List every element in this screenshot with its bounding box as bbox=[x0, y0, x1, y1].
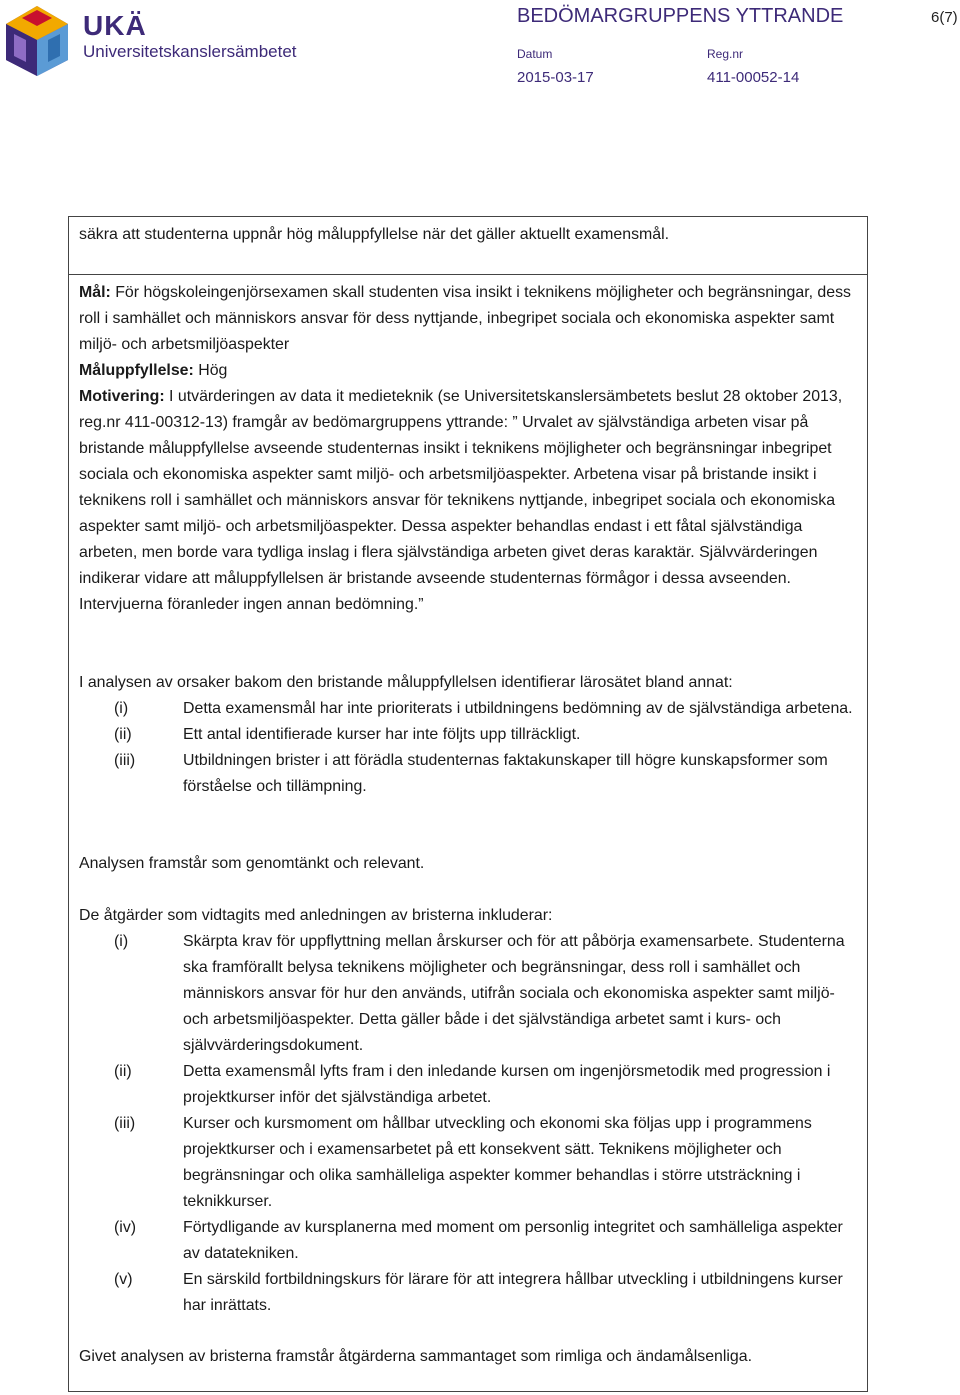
list-item bbox=[69, 1267, 861, 1319]
page-number: 6(7) bbox=[931, 9, 958, 26]
motivation-text: I utvärderingen av data it medieteknik (se Universitetskanslersämbetets beslut 28 oktober 2013, reg.nr 411-00312-13) framgår av bedömargruppens yttrande: ” Urvalet av självständiga arbeten visar på bristande måluppfyllelse avseende studenternas insikt i teknikens möjligheter och begränsningar inbegripet sociala och ekonomiska aspekter samt miljö- och arbetsmiljöaspekter. Arbetena visar på bristande insikt i teknikens roll i samhället och människors ansvar för teknikens nyttjande, inbegripet sociala och ekonomiska aspekter samt miljö- och arbetsmiljöaspekter. Dessa aspekter behandlas endast i ett fåtal självständiga arbeten, men borde vara tydliga inslag i flera självständiga arbeten givet deras karaktär. Självvärderingen indikerar vidare att måluppfyllelsen är bristande avseende studenternas förmågor i dessa avseenden. Intervjuerna föranleder ingen annan bedömning.” bbox=[79, 388, 843, 613]
goal-text: För högskoleingenjörsexamen skall studenten visa insikt i teknikens möjligheter och begränsningar, dess roll i samhället och människors ansvar för dess nyttjande, inbegripet sociala och ekonomiska aspekter samt miljö- och arbetsmiljöaspekter bbox=[79, 284, 851, 353]
list-item bbox=[69, 1111, 861, 1215]
list-item bbox=[69, 722, 861, 748]
list-marker: (ii) bbox=[114, 726, 132, 743]
motivation-label: Motivering: bbox=[79, 388, 165, 405]
list-marker: (ii) bbox=[114, 1063, 132, 1080]
list-item-text: Förtydligande av kursplanerna med moment om personlig integritet och samhälleliga aspekter av datatekniken. bbox=[183, 1219, 843, 1262]
date-value: 2015-03-17 bbox=[517, 69, 594, 86]
document-title: BEDÖMARGRUPPENS YTTRANDE bbox=[517, 5, 844, 27]
regnr-value: 411-00052-14 bbox=[707, 69, 800, 86]
list-marker: (iv) bbox=[114, 1219, 137, 1236]
list-marker: (iii) bbox=[114, 752, 136, 769]
continued-sentence: säkra att studenterna uppnår hög måluppfyllelse när det gäller aktuellt examensmål. bbox=[79, 226, 670, 243]
list-marker: (iii) bbox=[114, 1115, 136, 1132]
list-item-text: En särskild fortbildningskurs för lärare för att integrera hållbar utveckling i utbildningens kurser har inrättats. bbox=[183, 1271, 843, 1314]
goal-label: Mål: bbox=[79, 284, 111, 301]
date-label: Datum bbox=[517, 47, 553, 61]
goal-section bbox=[79, 280, 861, 618]
regnr-label: Reg.nr bbox=[707, 47, 744, 61]
measures-list bbox=[69, 929, 861, 1319]
list-item bbox=[69, 1215, 861, 1267]
causes-list bbox=[69, 696, 861, 800]
brand-abbreviation: UKÄ bbox=[83, 10, 147, 41]
fulfillment-label: Måluppfyllelse: bbox=[79, 362, 194, 379]
uka-logo-icon bbox=[4, 4, 70, 78]
divider bbox=[69, 274, 867, 275]
list-item-text: Detta examensmål lyfts fram i den inledande kursen om ingenjörsmetodik med progression i projektkurser inför det självständiga arbetet. bbox=[183, 1063, 831, 1106]
analysis-intro: I analysen av orsaker bakom den bristande måluppfyllelsen identifierar lärosätet bland annat: bbox=[79, 674, 733, 691]
list-marker: (v) bbox=[114, 1271, 133, 1288]
list-marker: (i) bbox=[114, 933, 129, 950]
brand-name: Universitetskanslersämbetet bbox=[83, 42, 297, 61]
fulfillment-value: Hög bbox=[193, 362, 228, 379]
list-marker: (i) bbox=[114, 700, 129, 717]
list-item-text: Utbildningen brister i att förädla studenternas faktakunskaper till högre kunskapsformer som förståelse och tillämpning. bbox=[183, 752, 828, 795]
list-item bbox=[69, 748, 861, 800]
list-item bbox=[69, 1059, 861, 1111]
analysis-verdict: Analysen framstår som genomtänkt och relevant. bbox=[79, 855, 425, 872]
list-item-text: Ett antal identifierade kurser har inte följts upp tillräckligt. bbox=[183, 726, 581, 743]
list-item-text: Detta examensmål har inte prioriterats i utbildningens bedömning av de självständiga arbetena. bbox=[183, 700, 853, 717]
measures-intro: De åtgärder som vidtagits med anledningen av bristerna inkluderar: bbox=[79, 907, 553, 924]
list-item bbox=[69, 929, 861, 1059]
assessment-box bbox=[68, 216, 868, 1392]
list-item bbox=[69, 696, 861, 722]
list-item-text: Skärpta krav för uppflyttning mellan årskurser och för att påbörja examensarbete. Studenterna ska framförallt belysa teknikens möjligheter och begränsningar, dess roll i samhället och människors ansvar för hur den används, utifrån sociala och ekonomiska aspekter samt miljö- och arbetsmiljöaspekter. Detta gäller både i det självständiga arbetet samt i kurs- och självvärderingsdokument. bbox=[183, 933, 845, 1054]
conclusion: Givet analysen av bristerna framstår åtgärderna sammantaget som rimliga och ändamålsenliga. bbox=[79, 1348, 753, 1365]
list-item-text: Kurser och kursmoment om hållbar utveckling och ekonomi ska följas upp i programmens projektkurser och i examensarbetet på ett konsekvent sätt. Teknikens möjligheter och begränsningar och olika samhälleliga aspekter kommer behandlas i större utsträckning i teknikkurser. bbox=[183, 1115, 812, 1210]
